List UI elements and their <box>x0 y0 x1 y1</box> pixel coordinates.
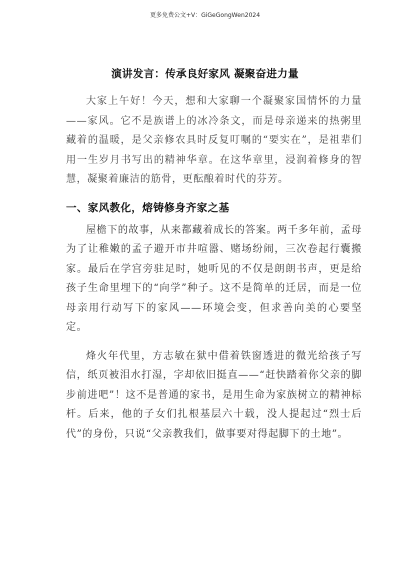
section-paragraph: 屋檐下的故事，从来都藏着成长的答案。两千多年前，孟母为了让稚嫩的孟子避开市井喧嚣、赌场纷闹，三次卷起行囊搬家。最后在学宫旁驻足时，她听见的不仅是朗朗书声，更是给孩子生命里埋下的“向学”种子。这不是简单的迁居，而是一位母亲用行动写下的家风——环境会变，但求善向美的心要坚定。 <box>66 224 362 333</box>
section-paragraph: 烽火年代里，方志敏在狱中借着铁窗透进的微光给孩子写信，纸页被泪水打湿，字却依旧挺直——“赶快踏着你父亲的脚步前进吧”！这不是普通的家书，是用生命为家族树立的精神标杆。后来，他的子女们扎根基层六十载，没人提起过“烈士后代”的身份，只说“父亲教我们，做事要对得起脚下的土地”。 <box>66 350 362 440</box>
section-heading: 一、家风教化，熔铸修身齐家之基 <box>66 201 230 214</box>
document-title: 演讲发言：传承良好家风 凝聚奋进力量 <box>111 68 299 80</box>
document-body <box>66 92 362 453</box>
header-note: 更多免费公文+V：GiGeGongWen2024 <box>149 12 261 19</box>
intro-paragraph: 大家上午好！今天，想和大家聊一个凝聚家国情怀的力量——家风。它不是族谱上的冰冷条文，而是母亲递来的热粥里藏着的温暖，是父亲修农具时反复叮嘱的“要实在”，是祖辈们用一生岁月书写出的精神华章。在这华章里，浸润着修身的智慧，凝聚着廉洁的筋骨，更酝酿着时代的芬芳。 <box>66 96 362 185</box>
